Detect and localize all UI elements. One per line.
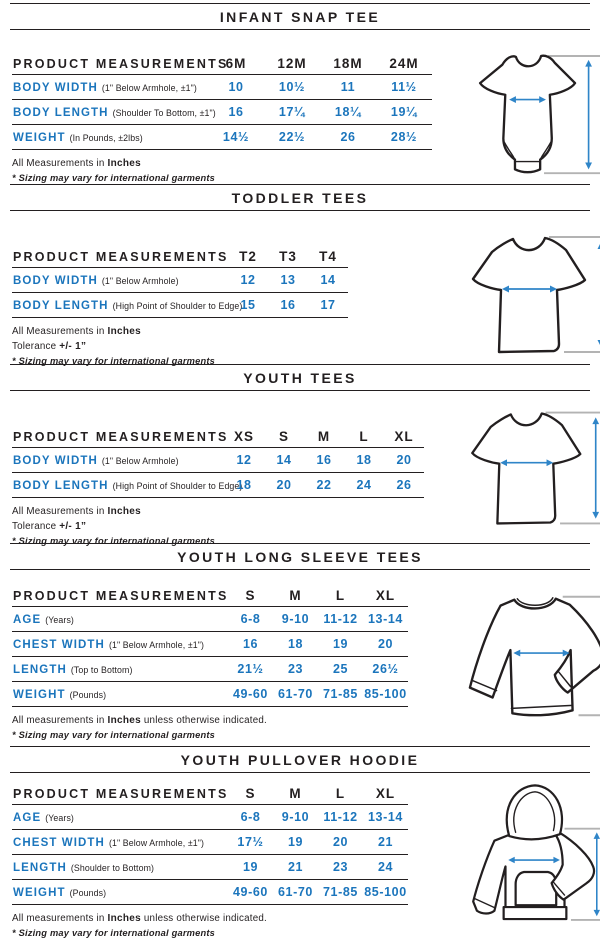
section-toddler-tees <box>10 184 590 364</box>
table-row <box>12 100 432 125</box>
cell-value: 71-85 <box>318 682 363 707</box>
row-label: CHEST WIDTH <box>13 837 105 849</box>
cell-value: 26½ <box>363 657 408 682</box>
table-header-row <box>12 584 408 607</box>
size-column-header: M <box>273 584 318 607</box>
size-column-header: XL <box>363 782 408 805</box>
row-label: AGE <box>13 812 41 824</box>
footnote-text: All Measurements in <box>12 158 107 169</box>
infant-bodysuit-outline-icon <box>452 44 600 190</box>
footnote <box>12 912 452 925</box>
cell-value: 49-60 <box>228 682 273 707</box>
row-note: (Years) <box>45 813 74 823</box>
cell-value: 13-14 <box>363 805 408 830</box>
garment-illustration <box>452 211 600 370</box>
table-row <box>12 473 424 498</box>
table-header-row <box>12 245 348 268</box>
kangaroo-pocket <box>516 872 557 905</box>
long-sleeve-tee-outline <box>470 599 600 715</box>
row-label: BODY WIDTH <box>13 455 98 467</box>
size-column-header: 24M <box>376 52 432 75</box>
cell-value: 18 <box>224 473 264 498</box>
table-row <box>12 682 408 707</box>
footnote-text: unless otherwise indicated. <box>141 913 267 924</box>
row-note: (High Point of Shoulder to Edge) <box>113 481 243 491</box>
row-note: (Years) <box>45 615 74 625</box>
footnote-text: All measurements in <box>12 913 107 924</box>
row-note: (1" Below Armhole) <box>102 276 179 286</box>
sizing-note: * Sizing may vary for international garments <box>12 729 452 742</box>
footnote <box>12 325 452 338</box>
cell-value: 13 <box>268 268 308 293</box>
footnote-bold: +/- 1” <box>59 521 86 532</box>
cell-value: 20 <box>264 473 304 498</box>
footnote-bold: Inches <box>107 326 140 337</box>
cell-value: 11-12 <box>318 805 363 830</box>
table-header-label: PRODUCT MEASUREMENTS <box>12 782 228 805</box>
cell-value: 85-100 <box>363 682 408 707</box>
size-column-header: T2 <box>228 245 268 268</box>
size-column-header: XL <box>384 425 424 448</box>
row-note: (Top to Bottom) <box>71 665 133 675</box>
collar-seam <box>517 598 553 606</box>
size-column-header: 12M <box>264 52 320 75</box>
table-row <box>12 880 408 905</box>
row-note: (Shoulder To Bottom, ±1") <box>113 108 216 118</box>
garment-illustration <box>452 391 600 550</box>
size-column-header: M <box>273 782 318 805</box>
section-title: INFANT SNAP TEE <box>220 9 380 25</box>
footnote <box>12 505 452 518</box>
measurement-table <box>12 425 424 498</box>
cell-value: 26 <box>384 473 424 498</box>
table-header-label: PRODUCT MEASUREMENTS <box>12 52 208 75</box>
row-label: BODY WIDTH <box>13 275 98 287</box>
size-column-header: S <box>228 782 273 805</box>
cell-value: 23 <box>318 855 363 880</box>
sizing-note: * Sizing may vary for international garments <box>12 172 452 185</box>
cell-value: 19¼ <box>376 100 432 125</box>
cell-value: 71-85 <box>318 880 363 905</box>
table-row <box>12 805 408 830</box>
sizing-note: * Sizing may vary for international garments <box>12 355 452 368</box>
table-header-label: PRODUCT MEASUREMENTS <box>12 245 228 268</box>
measurement-table <box>12 245 348 318</box>
table-row <box>12 125 432 150</box>
row-note: (1" Below Armhole, ±1") <box>109 838 204 848</box>
table-row <box>12 75 432 100</box>
pullover-hoodie-outline-icon <box>452 775 600 934</box>
size-column-header: M <box>304 425 344 448</box>
tee-outline <box>473 238 585 352</box>
row-note: (Shoulder to Bottom) <box>71 863 154 873</box>
row-note: (High Point of Shoulder to Edge) <box>113 301 243 311</box>
size-column-header: 18M <box>320 52 376 75</box>
cell-value: 12 <box>228 268 268 293</box>
footnote <box>12 340 452 353</box>
cell-value: 24 <box>363 855 408 880</box>
cell-value: 9-10 <box>273 805 318 830</box>
garment-illustration <box>452 30 600 190</box>
tee-outline-icon <box>452 401 600 536</box>
table-row <box>12 855 408 880</box>
size-column-header: XL <box>363 584 408 607</box>
footnote-text: All Measurements in <box>12 326 107 337</box>
row-note: (Pounds) <box>70 690 107 700</box>
cell-value: 6-8 <box>228 607 273 632</box>
cell-value: 20 <box>384 448 424 473</box>
hem-band <box>504 907 567 919</box>
table-header-label: PRODUCT MEASUREMENTS <box>12 425 224 448</box>
row-label: WEIGHT <box>13 689 66 701</box>
table-header-row <box>12 782 408 805</box>
body-length-arrow-icon <box>592 417 599 518</box>
table-row <box>12 830 408 855</box>
cell-value: 24 <box>344 473 384 498</box>
garment-illustration <box>452 570 600 744</box>
row-note: (1" Below Armhole, ±1") <box>109 640 204 650</box>
size-column-header: T3 <box>268 245 308 268</box>
cell-value: 20 <box>363 632 408 657</box>
measurement-table <box>12 584 408 707</box>
cell-value: 21½ <box>228 657 273 682</box>
section-title: YOUTH PULLOVER HOODIE <box>181 752 420 768</box>
cell-value: 17 <box>308 293 348 318</box>
table-header-row <box>12 52 432 75</box>
row-label: BODY LENGTH <box>13 107 109 119</box>
cell-value: 25 <box>318 657 363 682</box>
section-header <box>10 746 590 773</box>
cell-value: 19 <box>228 855 273 880</box>
measurement-table <box>12 782 408 905</box>
footnote-bold: Inches <box>107 506 140 517</box>
footnote <box>12 714 452 727</box>
size-column-header: XS <box>224 425 264 448</box>
row-label: CHEST WIDTH <box>13 639 105 651</box>
cell-value: 18 <box>344 448 384 473</box>
table-header-row <box>12 425 424 448</box>
row-note: (1" Below Armhole, ±1") <box>102 83 197 93</box>
sizing-note: * Sizing may vary for international garments <box>12 927 452 940</box>
section-title: TODDLER TEES <box>232 190 369 206</box>
table-row <box>12 632 408 657</box>
cell-value: 19 <box>318 632 363 657</box>
footnote-text: All measurements in <box>12 715 107 726</box>
row-label: BODY WIDTH <box>13 82 98 94</box>
bodysuit-outline <box>480 56 575 172</box>
size-column-header: L <box>344 425 384 448</box>
footnote-text: All Measurements in <box>12 506 107 517</box>
cell-value: 14½ <box>208 125 264 150</box>
cell-value: 23 <box>273 657 318 682</box>
row-label: WEIGHT <box>13 132 66 144</box>
size-column-header: L <box>318 584 363 607</box>
footnote-text: unless otherwise indicated. <box>141 715 267 726</box>
cell-value: 14 <box>264 448 304 473</box>
footnote-text: Tolerance <box>12 521 59 532</box>
size-column-header: S <box>264 425 304 448</box>
footnote <box>12 520 452 533</box>
long-sleeve-tee-outline-icon <box>452 578 600 736</box>
table-header-label: PRODUCT MEASUREMENTS <box>12 584 228 607</box>
cell-value: 11-12 <box>318 607 363 632</box>
cell-value: 16 <box>304 448 344 473</box>
cell-value: 18 <box>273 632 318 657</box>
section-title: YOUTH LONG SLEEVE TEES <box>177 549 423 565</box>
row-note: (In Pounds, ±2lbs) <box>70 133 143 143</box>
measurement-table <box>12 52 432 150</box>
row-label: AGE <box>13 614 41 626</box>
section-title: YOUTH TEES <box>243 370 356 386</box>
size-column-header: 6M <box>208 52 264 75</box>
cell-value: 11½ <box>376 75 432 100</box>
footnote-bold: Inches <box>107 913 140 924</box>
cell-value: 19 <box>273 830 318 855</box>
section-youth-long-sleeve-tees <box>10 543 590 746</box>
section-infant-snap-tee <box>10 3 590 184</box>
size-column-header: T4 <box>308 245 348 268</box>
row-label: BODY LENGTH <box>13 300 109 312</box>
footnote <box>12 157 452 170</box>
garment-illustration <box>452 773 600 942</box>
cell-value: 20 <box>318 830 363 855</box>
section-youth-pullover-hoodie <box>10 746 590 929</box>
footnote-bold: +/- 1” <box>59 341 86 352</box>
section-header <box>10 3 590 30</box>
cell-value: 6-8 <box>228 805 273 830</box>
cell-value: 12 <box>224 448 264 473</box>
tee-outline-icon <box>452 225 600 365</box>
table-row <box>12 448 424 473</box>
size-column-header: S <box>228 584 273 607</box>
cell-value: 13-14 <box>363 607 408 632</box>
cell-value: 28½ <box>376 125 432 150</box>
cell-value: 26 <box>320 125 376 150</box>
cell-value: 22½ <box>264 125 320 150</box>
row-label: BODY LENGTH <box>13 480 109 492</box>
section-youth-tees <box>10 364 590 543</box>
cell-value: 17½ <box>228 830 273 855</box>
cell-value: 15 <box>228 293 268 318</box>
sizing-note: * Sizing may vary for international garments <box>12 535 452 548</box>
table-row <box>12 268 348 293</box>
row-note: (1" Below Armhole) <box>102 456 179 466</box>
row-note: (Pounds) <box>70 888 107 898</box>
footnote-bold: Inches <box>107 715 140 726</box>
cell-value: 16 <box>208 100 264 125</box>
cell-value: 11 <box>320 75 376 100</box>
cell-value: 18¼ <box>320 100 376 125</box>
table-row <box>12 293 348 318</box>
row-label: WEIGHT <box>13 887 66 899</box>
body-length-arrow-icon <box>585 60 592 169</box>
cell-value: 14 <box>308 268 348 293</box>
footnote-text: Tolerance <box>12 341 59 352</box>
row-label: LENGTH <box>13 862 67 874</box>
cell-value: 21 <box>363 830 408 855</box>
cell-value: 61-70 <box>273 682 318 707</box>
cell-value: 10½ <box>264 75 320 100</box>
cell-value: 85-100 <box>363 880 408 905</box>
cell-value: 22 <box>304 473 344 498</box>
row-label: LENGTH <box>13 664 67 676</box>
cell-value: 16 <box>228 632 273 657</box>
cell-value: 21 <box>273 855 318 880</box>
cell-value: 16 <box>268 293 308 318</box>
cell-value: 10 <box>208 75 264 100</box>
cell-value: 17¼ <box>264 100 320 125</box>
size-column-header: L <box>318 782 363 805</box>
table-row <box>12 607 408 632</box>
cell-value: 49-60 <box>228 880 273 905</box>
tee-outline <box>472 414 580 524</box>
footnote-bold: Inches <box>107 158 140 169</box>
cell-value: 9-10 <box>273 607 318 632</box>
table-row <box>12 657 408 682</box>
cell-value: 61-70 <box>273 880 318 905</box>
